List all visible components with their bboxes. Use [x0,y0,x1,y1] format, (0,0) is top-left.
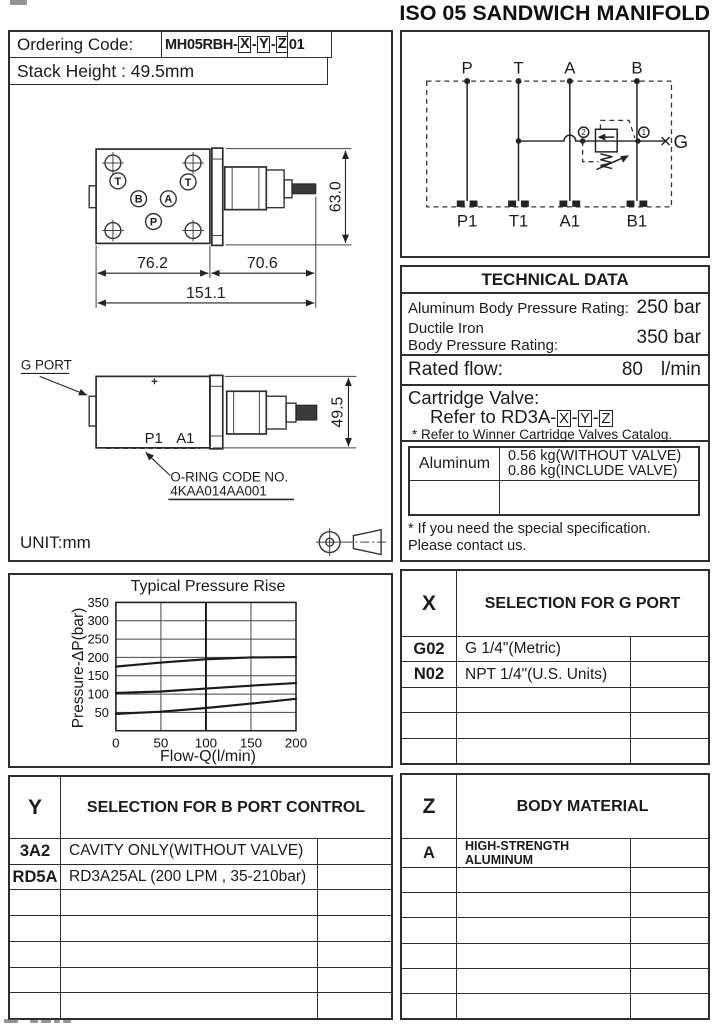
page-title: ISO 05 SANDWICH MANIFOLD [399,1,710,25]
code-cell: A [402,839,457,867]
table-row [402,918,708,943]
pressure-rating-ductile-row [402,322,708,356]
desc-cell: HIGH-STRENGTH ALUMINUM [465,839,570,867]
code-cell [402,868,457,892]
y-tick-label: 150 [87,668,109,684]
circuit-port-a: A [564,58,576,78]
ordering-code-part: 01 [288,36,305,53]
side-port-p1: P1 [144,430,163,447]
port-seat-icons [457,200,648,206]
port-marks [110,173,196,230]
row-value: 350 bar [636,326,701,348]
code-cell [10,890,61,915]
page-edge-artifact [10,0,27,5]
x-tick-label: 0 [112,735,120,751]
row-label: Rated flow: [408,358,504,380]
y-tick-label: 250 [87,631,109,647]
dim-63-0: 63.0 [327,181,345,213]
stack-height-row: Stack Height : 49.5mm [10,58,328,85]
weight-table [408,446,700,516]
row-label: Aluminum Body Pressure Rating: [408,299,629,317]
port-marker-1 [639,127,649,137]
footnote-line1: * If you need the special specification. [408,520,651,537]
oring-note-line2: 4KAA014AA001 [170,483,267,499]
table-title: SELECTION FOR G PORT [484,594,681,612]
rated-flow-row [402,356,708,386]
extra-cell [630,893,708,917]
desc-cell [457,918,630,942]
column-code-header: Y [10,777,61,838]
table-row [402,637,708,662]
technical-data-panel [400,265,710,562]
table-row [10,916,391,942]
extra-cell [630,918,708,942]
desc-cell [457,868,630,892]
desc-cell [61,968,317,993]
weight-material-cell: Aluminum [410,448,500,480]
row-value: 250 bar [636,297,701,318]
table-row [10,968,391,994]
column-code-header: X [402,571,457,636]
code-cell [10,993,61,1018]
cartridge-note: * Refer to Winner Cartridge Valves Catalog. [412,427,673,443]
dimension-lines [96,149,351,308]
pressure-rise-chart-panel [8,573,393,768]
x-tick-label: 200 [284,735,308,751]
g-port-label: G PORT [20,357,72,373]
drawing-panel [8,30,393,562]
circuit-port-p: P [461,58,473,78]
table-row [402,969,708,994]
column-code-header: Z [402,775,457,838]
circuit-port-b1: B1 [626,211,648,231]
y-tick-label: 100 [87,686,109,702]
extra-cell [630,739,708,763]
selection-table-x [402,571,708,763]
circuit-g-label: G [673,130,689,152]
weight-value-cell [500,481,698,514]
page-edge-artifact [54,1020,60,1023]
port-label-t2: T [184,176,192,189]
projection-symbol-icon [316,528,387,556]
code-cell [402,739,457,763]
extra-cell [317,968,391,993]
desc-cell: G 1/4"(Metric) [465,640,561,658]
ordering-code-empty-cell [288,32,331,57]
port-label-t1: T [114,175,122,188]
special-spec-footnote [402,521,708,555]
table-row [402,739,708,763]
table-row [402,893,708,918]
table-row [10,890,391,916]
weight-line1: 0.56 kg(WITHOUT VALVE) [508,447,682,464]
extra-cell [317,890,391,915]
table-row [10,942,391,968]
table-row [402,839,708,868]
pressure-rise-plot [10,575,391,766]
svg-text:1: 1 [641,128,647,138]
y-tick-label: 200 [87,649,109,665]
code-cell: RD5A [10,865,61,890]
side-view-drawing [21,357,356,499]
oring-note-line1: O-RING CODE NO. [170,469,289,485]
desc-cell [61,993,317,1018]
extra-cell [317,942,391,967]
extra-cell [630,839,708,867]
y-tick-label: 300 [87,613,109,629]
desc-cell: NPT 1/4"(U.S. Units) [465,665,608,683]
extra-cell [630,637,708,661]
x-tick-label: 50 [153,735,169,751]
table-row [10,839,391,865]
row-label-line2: Body Pressure Rating: [408,336,559,354]
chart-title: Typical Pressure Rise [130,578,286,595]
page-edge-artifact [41,1020,51,1023]
extra-cell [630,868,708,892]
table-row [402,662,708,687]
table-row [402,994,708,1018]
page-edge-artifact [63,1020,71,1023]
footnote-line2: Please contact us. [408,537,527,554]
desc-cell [457,739,630,763]
port-label-b: B [134,193,143,206]
dim-70-6: 70.6 [246,255,278,273]
code-cell: N02 [402,662,457,686]
extra-cell [630,688,708,712]
dim-49-5: 49.5 [329,396,347,428]
row-label-line1: Ductile Iron [408,320,484,338]
x-tick-label: 100 [194,735,218,751]
extra-cell [630,994,708,1018]
desc-cell [457,944,630,968]
code-cell [402,893,457,917]
selection-table-y [10,777,391,1018]
extra-cell [317,839,391,864]
table-title: BODY MATERIAL [516,797,649,815]
table-title: SELECTION FOR B PORT CONTROL [86,798,366,816]
desc-cell: RD3A25AL (200 LPM , 35-210bar) [69,868,307,886]
cartridge-valve-block [402,386,708,442]
code-cell [10,968,61,993]
code-cell [10,942,61,967]
cartridge-x-box: X [558,409,569,427]
ordering-code-part: - [270,36,276,53]
desc-cell [61,942,317,967]
cartridge-line2 [408,407,702,428]
ordering-code-y-box: Y [258,35,269,52]
y-tick-label: 350 [87,594,109,610]
chart-x-axis-label: Flow-Q(l/min) [160,748,256,765]
unit-label: UNIT:mm [20,533,91,552]
ordering-code-z-box: Z [277,35,287,52]
dim-151-1: 151.1 [186,284,226,302]
code-cell: G02 [402,637,457,661]
page-edge-artifact [4,1019,18,1023]
desc-cell: CAVITY ONLY(WITHOUT VALVE) [69,842,304,860]
code-cell [402,713,457,737]
weight-empty-row [410,481,698,514]
cartridge-line1: Cartridge Valve: [408,386,540,408]
code-cell [402,944,457,968]
table-row [402,944,708,969]
table-row [402,713,708,738]
circuit-port-t1: T1 [508,211,529,231]
port-label-a: A [164,193,173,206]
y-tick-label: 50 [94,704,109,720]
port-label-p: P [149,216,158,229]
selection-z-panel [400,773,710,1020]
circuit-port-b: B [631,58,643,78]
circuit-port-a1: A1 [559,211,581,231]
cartridge-code-part: - [592,405,599,427]
chart-y-axis-label: Pressure-ΔP(bar) [70,607,87,729]
table-header [402,775,708,839]
desc-cell [457,713,630,737]
hydraulic-circuit-diagram [402,32,708,256]
cartridge-code-part: - [571,405,578,427]
ordering-code-label: Ordering Code: [10,32,162,57]
extra-cell [630,662,708,686]
desc-cell [457,893,630,917]
circuit-port-t: T [513,58,524,78]
relief-valve-symbol [583,120,635,169]
code-cell [402,994,457,1018]
x-tick-label: 150 [239,735,263,751]
row-value: 80 [621,358,643,380]
svg-text:2: 2 [581,128,586,138]
table-row [402,688,708,713]
ordering-code-value [162,32,305,57]
code-cell [402,969,457,993]
ordering-code-part: - [251,36,257,53]
weight-row [410,448,698,481]
weight-material-cell [410,481,500,514]
table-row [402,868,708,893]
page-edge-artifact [30,1020,38,1023]
selection-table-z [402,775,708,1018]
table-row [10,865,391,891]
circuit-port-p1: P1 [456,211,478,231]
desc-cell [61,890,317,915]
row-unit: l/min [660,358,701,380]
technical-data-heading: TECHNICAL DATA [402,267,708,294]
side-port-a1: A1 [176,430,195,447]
desc-cell [457,994,630,1018]
table-row [10,993,391,1018]
extra-cell [630,969,708,993]
ordering-code-row [10,32,332,58]
row-label [408,321,558,354]
code-cell [10,916,61,941]
extra-cell [317,865,391,890]
top-view-drawing [89,148,351,308]
weight-line2: 0.86 kg(INCLUDE VALVE) [508,463,678,479]
port-marker-2 [578,127,588,137]
code-cell [402,918,457,942]
extra-cell [630,713,708,737]
weight-value-cell [500,448,698,480]
desc-cell [61,916,317,941]
table-header [402,571,708,637]
extra-cell [630,944,708,968]
cartridge-code-part: Refer to RD3A- [430,405,557,427]
cartridge-y-box: Y [580,409,591,427]
cartridge-z-box: Z [601,409,611,427]
code-cell: 3A2 [10,839,61,864]
manifold-drawings [10,32,391,560]
ordering-code-part: MH05RBH- [165,36,238,53]
pressure-rating-aluminum-row [402,294,708,322]
selection-x-panel [400,569,710,765]
selection-y-panel [8,775,393,1020]
hydraulic-circuit-panel [400,30,710,258]
table-header [10,777,391,839]
dim-76-2: 76.2 [137,255,168,273]
desc-cell [457,688,630,712]
extra-cell [317,916,391,941]
code-cell [402,688,457,712]
extra-cell [317,993,391,1018]
desc-cell [457,969,630,993]
ordering-code-x-box: X [240,35,250,52]
